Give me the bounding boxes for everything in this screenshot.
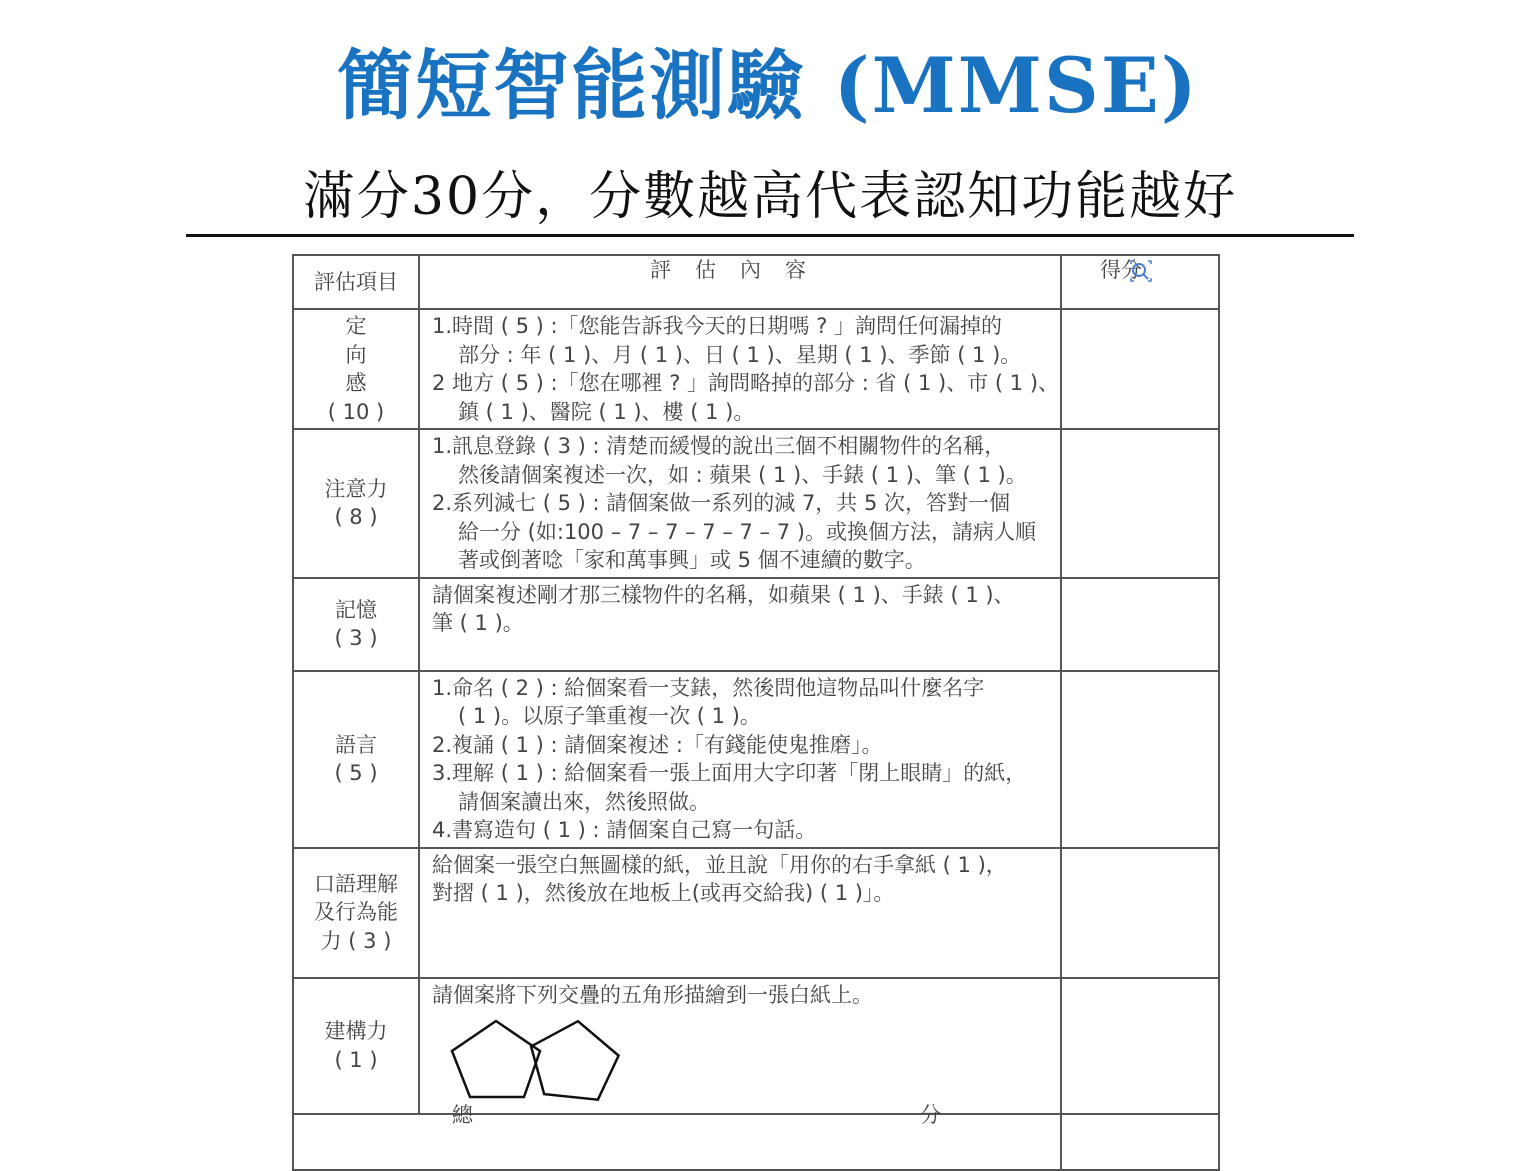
content-cell: 請個案將下列交疊的五角形描繪到一張白紙上。 — [419, 978, 1061, 1114]
right-pentagon — [526, 1017, 621, 1102]
total-label-left: 總 — [452, 1102, 473, 1127]
score-cell[interactable] — [1061, 309, 1219, 429]
category-cell: 建構力 ( 1 ) — [293, 978, 419, 1114]
score-cell[interactable] — [1061, 578, 1219, 671]
category-cell: 語言 ( 5 ) — [293, 671, 419, 848]
total-label-cell — [293, 1102, 1061, 1170]
total-label-right: 分 — [920, 1102, 941, 1127]
content-cell: 1.命名 ( 2 ) : 給個案看一支錶，然後問他這物品叫什麼名字 ( 1 )。以原子筆重複一次 ( 1 )。 2.複誦 ( 1 ) : 請個案複述 :「有錢能使鬼推磨」。 3.理解 ( 1 ) : 給個案看一張上面用大字印著「閉上眼睛」的紙， 請個案讀出來，然後照做。 4.書寫造句 ( 1 ) : 請個案自己寫一句話。 — [419, 671, 1061, 848]
content-cell: 給個案一張空白無圖樣的紙，並且說「用你的右手拿紙 ( 1 )， 對摺 ( 1 )，然後放在地板上(或再交給我) ( 1 )」。 — [419, 848, 1061, 978]
score-cell[interactable] — [1061, 429, 1219, 578]
category-cell: 口語理解 及行為能 力 ( 3 ) — [293, 848, 419, 978]
header-category: 評估項目 — [293, 255, 419, 309]
category-cell: 記憶 ( 3 ) — [293, 578, 419, 671]
page-subtitle: 滿分30分，分數越高代表認知功能越好 — [186, 162, 1354, 237]
header-score-label: 得分 — [1100, 258, 1142, 282]
content-cell: 請個案複述剛才那三樣物件的名稱，如蘋果 ( 1 )、手錶 ( 1 )、 筆 ( 1 )。 — [419, 578, 1061, 671]
content-cell: 1.訊息登錄 ( 3 ) : 清楚而緩慢的說出三個不相關物件的名稱， 然後請個案複述一次，如 : 蘋果 ( 1 )、手錶 ( 1 )、筆 ( 1 )。 2.系列減七 ( 5 ) : 請個案做一系列的減 7，共 5 次，答對一個 給一分 (如:100 – 7 – 7 – 7 – 7 – 7 )。或換個方法，請病人順 著或倒著唸「家和萬事興」或 5 個不連續的數字。 — [419, 429, 1061, 578]
score-cell[interactable] — [1061, 671, 1219, 848]
table-row-attention — [293, 429, 1219, 578]
total-score-cell[interactable] — [1061, 1114, 1219, 1170]
table-row-memory — [293, 578, 1219, 671]
left-pentagon — [452, 1021, 540, 1097]
score-cell[interactable] — [1061, 848, 1219, 978]
header-score — [1061, 255, 1219, 309]
category-cell: 定 向 感 ( 10 ) — [293, 309, 419, 429]
table-row-oral-comprehension — [293, 848, 1219, 978]
search-lens-icon — [1128, 260, 1154, 282]
header-content: 評估內容 — [419, 255, 1061, 309]
score-cell[interactable] — [1061, 978, 1219, 1114]
table-header-row — [293, 255, 1219, 309]
page-title: 簡短智能測驗 (MMSE) — [337, 41, 1199, 130]
table-row-language — [293, 671, 1219, 848]
content-cell: 1.時間 ( 5 ) :「您能告訴我今天的日期嗎 ? 」詢問任何漏掉的 部分 : 年 ( 1 )、月 ( 1 )、日 ( 1 )、星期 ( 1 )、季節 ( 1 )。 2 地方 ( 5 ) :「您在哪裡 ? 」詢問略掉的部分 : 省 ( 1 )、市 ( 1 )、 鎮 ( 1 )、醫院 ( 1 )、樓 ( 1 )。 — [419, 309, 1061, 429]
intersecting-pentagons-figure — [446, 1013, 646, 1103]
table-row-construction — [293, 978, 1219, 1114]
table-row-orientation — [293, 309, 1219, 429]
mmse-table — [292, 254, 1220, 1171]
table-row-total — [293, 1114, 1219, 1170]
category-cell: 注意力 ( 8 ) — [293, 429, 419, 578]
